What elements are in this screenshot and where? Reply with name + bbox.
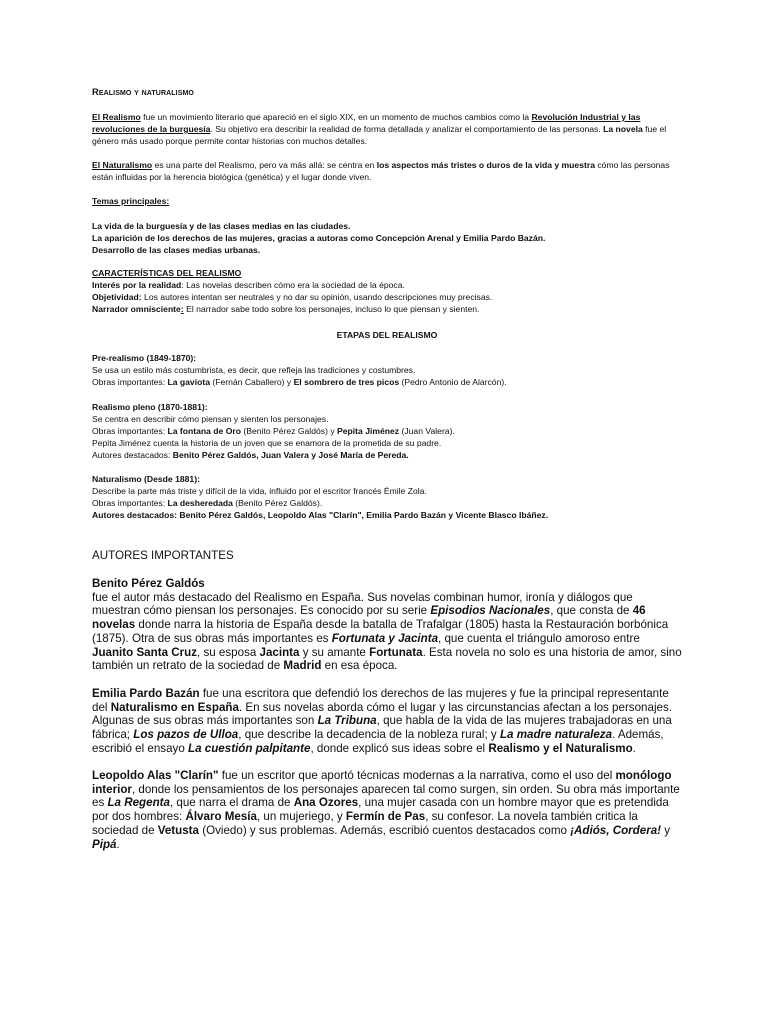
etapas-heading: ETAPAS DEL REALISMO — [336, 330, 438, 340]
etapa-description: Se usa un estilo más costumbrista, es decir, que refleja las tradiciones y costumbres. — [92, 364, 416, 375]
term-naturalismo: El Naturalismo — [92, 160, 153, 170]
caracteristica-item: Narrador omnisciente: El narrador sabe todo sobre los personajes, incluso lo que piensan y sienten. — [92, 303, 480, 314]
caracteristicas-heading: CARACTERÍSTICAS DEL REALISMO — [92, 268, 242, 278]
etapa-heading: Realismo pleno (1870-1881): — [92, 402, 208, 412]
etapa-autores: Autores destacados: Benito Pérez Galdós, Juan Valera y José María de Pereda. — [92, 449, 409, 460]
etapa-description: Se centra en describir cómo piensan y sienten los personajes. — [92, 413, 329, 424]
etapa-obras: Obras importantes: La fontana de Oro (Benito Pérez Galdós) y Pepita Jiménez (Juan Valera). — [92, 425, 455, 436]
autor-galdos — [92, 577, 682, 673]
caracteristica-item: Objetividad: Los autores intentan ser neutrales y no dar su opinión, usando descripciones muy precisas. — [92, 291, 493, 302]
term-novela: La novela — [603, 123, 643, 134]
autor-name: Benito Pérez Galdós — [92, 577, 205, 590]
term-revolucion: Revolución Industrial y las revoluciones de la burguesía — [92, 112, 641, 134]
caracteristica-item: Interés por la realidad: Las novelas describen cómo era la sociedad de la época. — [92, 280, 405, 290]
etapa-heading: Pre-realismo (1849-1870): — [92, 353, 197, 363]
autor-paragraph: fue el autor más destacado del Realismo en España. Sus novelas combinan humor, ironía y diálogos que muestran cómo piensan los personajes. Es conocido por su serie Episodios Nacionales, que consta de 46 novelas donde narra la historia de España desde la batalla de Trafalgar (1805) hasta la Restauración borbónica (1875). Otra de sus obras más importantes es Fortunata y Jacinta, que cuenta el triángulo amoroso entre Juanito Santa Cruz, su esposa Jacinta y su amante Fortunata. Esta novela no solo es una historia de amor, sino también un retrato de la sociedad de Madrid en esa época. — [92, 590, 682, 673]
intro-paragraph-realismo — [92, 112, 682, 148]
etapa-naturalismo — [92, 474, 682, 522]
etapa-realismo-pleno — [92, 402, 682, 462]
intro-paragraph-naturalismo — [92, 160, 682, 184]
autor-pardo-bazan: Emilia Pardo Bazán fue una escritora que defendió los derechos de las mujeres y fue la principal representante del Naturalismo en España. En sus novelas aborda cómo el lugar y las circunstancias afectan a los personajes. Algunas de sus obras más importantes son La Tribuna, que habla de la vida de las mujeres trabajadoras en una fábrica; Los pazos de Ulloa, que describe la decadencia de la nobleza rural; y La madre naturaleza. Además, escribió el ensayo La cuestión palpitante, donde explicó sus ideas sobre el Realismo y el Naturalismo. — [92, 687, 672, 755]
autores-heading: AUTORES IMPORTANTES — [92, 549, 234, 562]
etapa-autores: Autores destacados: Benito Pérez Galdós, Leopoldo Alas "Clarín", Emilia Pardo Bazán y Vicente Blasco Ibáñez. — [92, 509, 549, 520]
intro-text: fue el género más usado porque permite contar historias con muchos detalles. — [92, 123, 667, 146]
intro-text: cómo las personas están influidas por la herencia biológica (genética) y el lugar donde viven. — [92, 160, 670, 182]
etapa-obras: Obras importantes: La gaviota (Fernán Caballero) y El sombrero de tres picos (Pedro Antonio de Alarcón). — [92, 376, 507, 387]
caracteristicas-list — [92, 280, 682, 316]
term-aspectos: los aspectos más tristes o duros de la vida y muestra — [376, 160, 595, 170]
tema-item: La aparición de los derechos de las mujeres, gracias a autoras como Concepción Arenal y Emilia Pardo Bazán. — [92, 232, 546, 243]
document-title: Realismo y naturalismo — [92, 86, 194, 97]
intro-text: fue un movimiento literario que apareció en el siglo XIX, en un momento de muchos cambios como la — [140, 112, 532, 122]
etapa-obras: Obras importantes: La desheredada (Benito Pérez Galdós). — [92, 497, 323, 508]
autor-clarin: Leopoldo Alas "Clarín" fue un escritor que aportó técnicas modernas a la narrativa, como el uso del monólogo interior, donde los pensamientos de los personajes aparecen tal como surgen, sin orden. Su obra más importante es La Regenta, que narra el drama de Ana Ozores, una mujer casada con un hombre mayor que es pretendida por dos hombres: Álvaro Mesía, un mujeriego, y Fermín de Pas, su confesor. La novela también critica la sociedad de Vetusta (Oviedo) y sus problemas. Además, escribió cuentos destacados como ¡Adiós, Cordera! y Pipá. — [92, 769, 680, 851]
tema-item: Desarrollo de las clases medias urbanas. — [92, 244, 261, 255]
etapa-note: Pepita Jiménez cuenta la historia de un joven que se enamora de la prometida de su padre. — [92, 437, 442, 448]
tema-item: La vida de la burguesía y de las clases medias en las ciudades. — [92, 221, 351, 231]
etapa-prerealismo — [92, 353, 682, 389]
term-realismo: El Realismo — [92, 112, 141, 122]
temas-list — [92, 221, 682, 257]
etapa-heading: Naturalismo (Desde 1881): — [92, 474, 200, 484]
etapa-description: Describe la parte más triste y difícil de la vida, influido por el escritor francés Émile Zola. — [92, 485, 427, 496]
intro-text: . Su objetivo era describir la realidad de forma detallada y analizar el comportamiento de las personas. — [210, 123, 604, 134]
temas-heading: Temas principales: — [92, 196, 170, 206]
intro-text: es una parte del Realismo, pero va más allá: se centra en — [152, 160, 377, 170]
